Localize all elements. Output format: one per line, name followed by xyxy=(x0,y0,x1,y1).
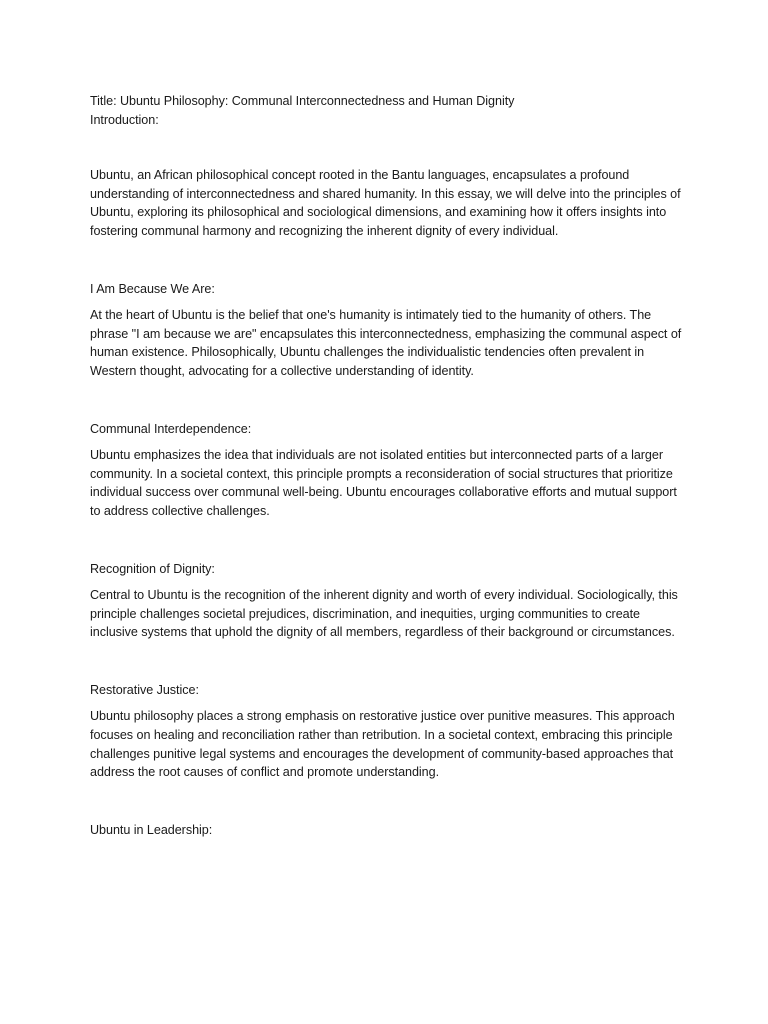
document-body xyxy=(90,92,690,847)
section-heading-ubuntu-in-leadership: Ubuntu in Leadership: xyxy=(90,822,213,837)
section-heading-recognition-of-dignity: Recognition of Dignity: xyxy=(90,561,215,576)
section-paragraph-i-am-because-we-are: At the heart of Ubuntu is the belief that one's humanity is intimately tied to the humanity of others. The phrase "I am because we are" encapsulates this interconnectedness, emphasizing the communal aspect of human existence. Philosophically, Ubuntu challenges the individualistic tendencies often prevalent in Western thought, advocating for a collective understanding of identity. xyxy=(90,308,682,378)
section-paragraph-recognition-of-dignity: Central to Ubuntu is the recognition of the inherent dignity and worth of every individual. Sociologically, this principle challenges societal prejudices, discrimination, and inequities, urging communities to create inclusive systems that uphold the dignity of all members, regardless of their background or circumstances. xyxy=(90,588,678,640)
section-paragraph-restorative-justice: Ubuntu philosophy places a strong emphasis on restorative justice over punitive measures. This approach focuses on healing and reconciliation rather than retribution. In a societal context, embracing this principle challenges punitive legal systems and encourages the development of community-based approaches that address the root causes of conflict and promote understanding. xyxy=(90,709,675,780)
section-heading-communal-interdependence: Communal Interdependence: xyxy=(90,421,252,436)
document-title: Title: Ubuntu Philosophy: Communal Interconnectedness and Human Dignity xyxy=(90,94,515,108)
intro-paragraph: Ubuntu, an African philosophical concept rooted in the Bantu languages, encapsulates a profound understanding of interconnectedness and shared humanity. In this essay, we will delve into the principles of Ubuntu, exploring its philosophical and sociological dimensions, and examining how it offers insights into fostering communal harmony and recognizing the inherent dignity of every individual. xyxy=(90,168,681,238)
intro-heading: Introduction: xyxy=(90,112,159,127)
section-heading-restorative-justice: Restorative Justice: xyxy=(90,682,199,697)
section-heading-i-am-because-we-are: I Am Because We Are: xyxy=(90,281,215,296)
section-paragraph-communal-interdependence: Ubuntu emphasizes the idea that individuals are not isolated entities but interconnected parts of a larger community. In a societal context, this principle prompts a reconsideration of social structures that prioritize individual success over communal well-being. Ubuntu encourages collaborative efforts and mutual support to address collective challenges. xyxy=(90,448,677,518)
